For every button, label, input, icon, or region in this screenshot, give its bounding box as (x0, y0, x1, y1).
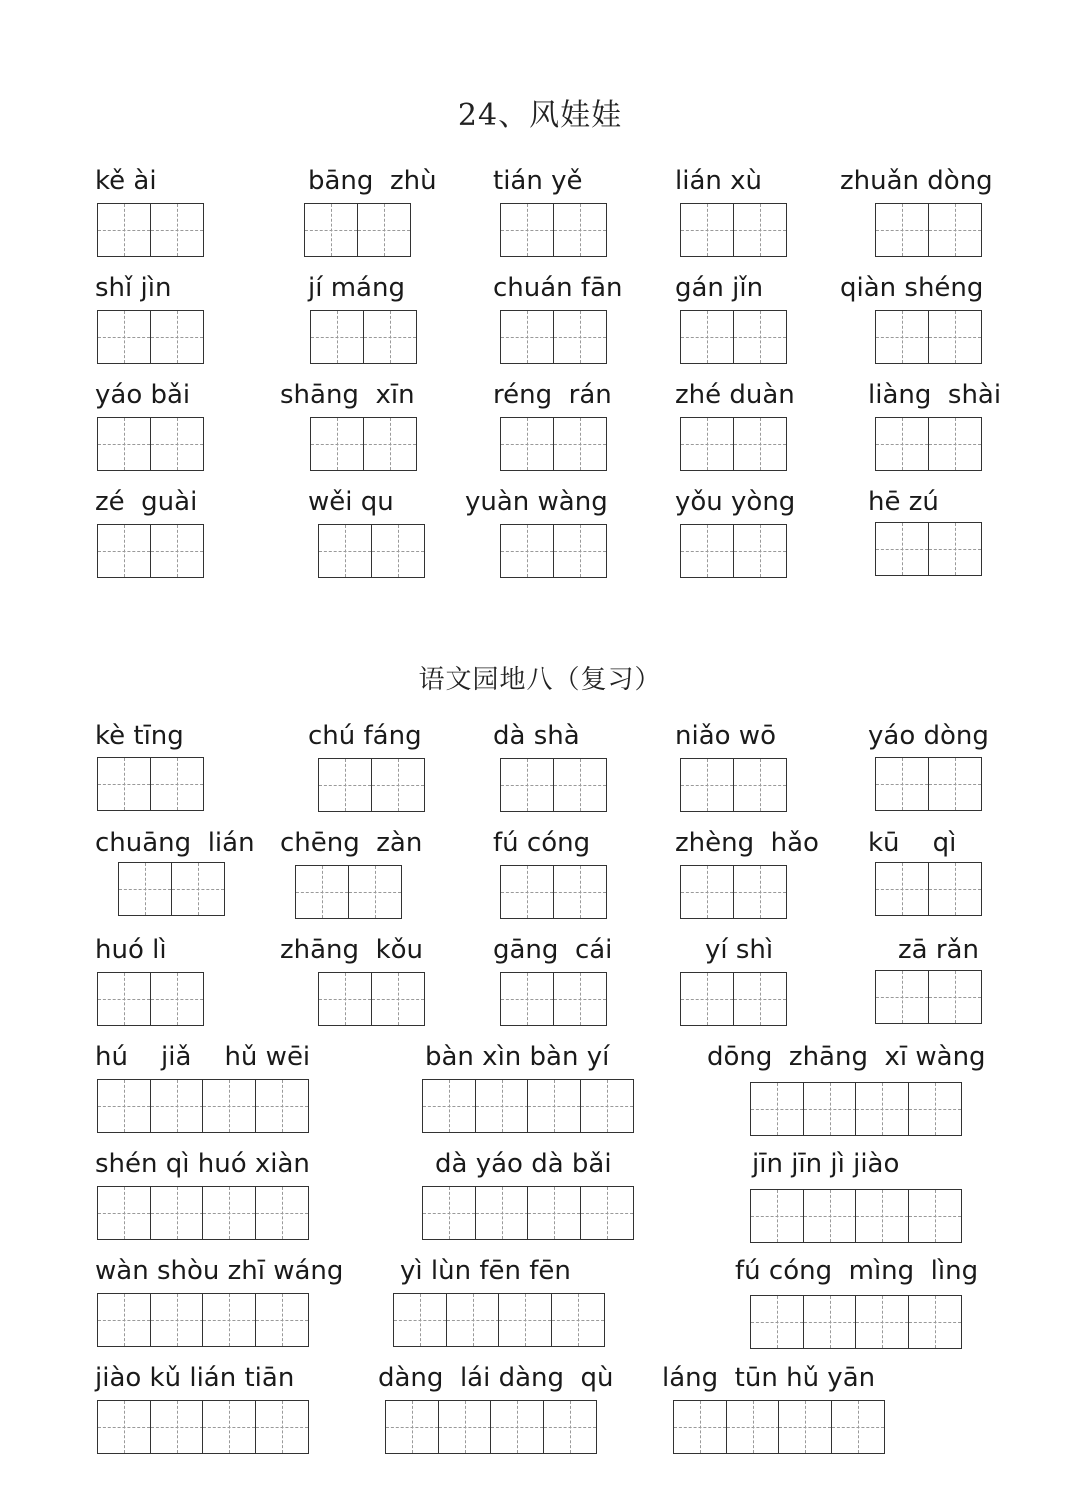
writing-grid[interactable] (97, 417, 202, 471)
tianzige-cell[interactable] (831, 1400, 885, 1454)
pinyin-label: jīn jīn jì jiào (752, 1149, 900, 1179)
writing-grid[interactable] (875, 203, 980, 257)
pinyin-label: zā rǎn (898, 935, 979, 965)
writing-grid[interactable] (97, 310, 202, 364)
writing-grid[interactable] (97, 1293, 307, 1347)
writing-grid[interactable] (680, 310, 785, 364)
pinyin-label: shén qì huó xiàn (95, 1149, 310, 1179)
writing-grid[interactable] (680, 417, 785, 471)
tianzige-cell[interactable] (500, 310, 554, 364)
tianzige-cell[interactable] (500, 203, 554, 257)
pinyin-label: zhāng kǒu (280, 935, 424, 965)
tianzige-cell[interactable] (255, 1079, 309, 1133)
tianzige-cell[interactable] (97, 310, 151, 364)
writing-grid[interactable] (875, 757, 980, 811)
tianzige-cell[interactable] (855, 1295, 909, 1349)
tianzige-cell[interactable] (118, 862, 172, 916)
tianzige-cell[interactable] (371, 972, 425, 1026)
section-title-lesson-24: 24、风娃娃 (457, 98, 623, 133)
pinyin-label: yáo bǎi (95, 380, 191, 410)
pinyin-label: kè tīng (95, 721, 184, 751)
pinyin-label: yí shì (705, 935, 774, 965)
tianzige-cell[interactable] (490, 1400, 544, 1454)
tianzige-cell[interactable] (150, 972, 204, 1026)
writing-grid[interactable] (295, 865, 400, 919)
pinyin-label: yǒu yòng (675, 487, 796, 517)
tianzige-cell[interactable] (928, 310, 982, 364)
tianzige-cell[interactable] (778, 1400, 832, 1454)
tianzige-cell[interactable] (875, 757, 929, 811)
writing-grid[interactable] (97, 757, 202, 811)
pinyin-label: réng rán (493, 380, 612, 410)
tianzige-cell[interactable] (295, 865, 349, 919)
writing-grid[interactable] (500, 203, 605, 257)
pinyin-label: hē zú (868, 487, 939, 517)
pinyin-label: yuàn wàng (465, 487, 608, 517)
writing-grid[interactable] (393, 1293, 603, 1347)
tianzige-cell[interactable] (150, 1400, 204, 1454)
writing-grid[interactable] (680, 758, 785, 812)
tianzige-cell[interactable] (553, 203, 607, 257)
pinyin-label: jiào kǔ lián tiān (95, 1363, 295, 1393)
tianzige-cell[interactable] (97, 1079, 151, 1133)
tianzige-cell[interactable] (750, 1295, 804, 1349)
writing-grid[interactable] (875, 862, 980, 916)
pinyin-label: láng tūn hǔ yān (662, 1363, 876, 1393)
writing-grid[interactable] (680, 203, 785, 257)
tianzige-cell[interactable] (422, 1186, 476, 1240)
writing-grid[interactable] (318, 972, 423, 1026)
tianzige-cell[interactable] (97, 1400, 151, 1454)
writing-grid[interactable] (750, 1189, 960, 1243)
writing-grid[interactable] (310, 417, 415, 471)
tianzige-cell[interactable] (673, 1400, 727, 1454)
tianzige-cell[interactable] (803, 1082, 857, 1136)
tianzige-cell[interactable] (875, 862, 929, 916)
tianzige-cell[interactable] (928, 757, 982, 811)
pinyin-label: shāng xīn (280, 380, 415, 410)
pinyin-label: qiàn shéng (840, 273, 984, 303)
tianzige-cell[interactable] (553, 865, 607, 919)
tianzige-cell[interactable] (150, 524, 204, 578)
tianzige-cell[interactable] (750, 1082, 804, 1136)
tianzige-cell[interactable] (97, 203, 151, 257)
pinyin-label: shǐ jìn (95, 273, 172, 303)
tianzige-cell[interactable] (553, 758, 607, 812)
tianzige-cell[interactable] (363, 417, 417, 471)
tianzige-cell[interactable] (855, 1082, 909, 1136)
tianzige-cell[interactable] (318, 972, 372, 1026)
writing-grid[interactable] (875, 417, 980, 471)
writing-grid[interactable] (500, 758, 605, 812)
tianzige-cell[interactable] (875, 310, 929, 364)
pinyin-label: wàn shòu zhī wáng (95, 1256, 344, 1286)
pinyin-label: fú cóng mìng lìng (735, 1256, 979, 1286)
tianzige-cell[interactable] (680, 310, 734, 364)
tianzige-cell[interactable] (475, 1186, 529, 1240)
pinyin-label: chuán fān (493, 273, 623, 303)
pinyin-label: chēng zàn (280, 828, 423, 858)
tianzige-cell[interactable] (553, 972, 607, 1026)
pinyin-label: dà yáo dà bǎi (435, 1149, 612, 1179)
pinyin-label: zé guài (95, 487, 198, 517)
pinyin-label: zhuǎn dòng (840, 166, 993, 196)
tianzige-cell[interactable] (422, 1079, 476, 1133)
writing-grid[interactable] (750, 1082, 960, 1136)
tianzige-cell[interactable] (928, 417, 982, 471)
tianzige-cell[interactable] (150, 417, 204, 471)
tianzige-cell[interactable] (908, 1295, 962, 1349)
tianzige-cell[interactable] (928, 970, 982, 1024)
tianzige-cell[interactable] (680, 524, 734, 578)
tianzige-cell[interactable] (553, 524, 607, 578)
writing-grid[interactable] (310, 310, 415, 364)
pinyin-label: yáo dòng (868, 721, 989, 751)
tianzige-cell[interactable] (580, 1186, 634, 1240)
pinyin-label: dōng zhāng xī wàng (707, 1042, 986, 1072)
section-title-review: 语文园地八（复习） (418, 665, 662, 695)
tianzige-cell[interactable] (733, 203, 787, 257)
tianzige-cell[interactable] (680, 203, 734, 257)
tianzige-cell[interactable] (202, 1293, 256, 1347)
tianzige-cell[interactable] (908, 1189, 962, 1243)
tianzige-cell[interactable] (202, 1079, 256, 1133)
pinyin-label: niǎo wō (675, 721, 776, 751)
writing-grid[interactable] (500, 972, 605, 1026)
tianzige-cell[interactable] (928, 522, 982, 576)
tianzige-cell[interactable] (150, 1079, 204, 1133)
tianzige-cell[interactable] (680, 758, 734, 812)
tianzige-cell[interactable] (385, 1400, 439, 1454)
tianzige-cell[interactable] (438, 1400, 492, 1454)
tianzige-cell[interactable] (97, 757, 151, 811)
pinyin-label: huó lì (95, 935, 167, 965)
pinyin-label: fú cóng (493, 828, 591, 858)
tianzige-cell[interactable] (553, 417, 607, 471)
tianzige-cell[interactable] (150, 1186, 204, 1240)
writing-grid[interactable] (318, 524, 423, 578)
writing-grid[interactable] (680, 972, 785, 1026)
tianzige-cell[interactable] (475, 1079, 529, 1133)
writing-grid[interactable] (97, 524, 202, 578)
tianzige-cell[interactable] (527, 1186, 581, 1240)
writing-grid[interactable] (500, 310, 605, 364)
tianzige-cell[interactable] (733, 524, 787, 578)
tianzige-cell[interactable] (202, 1186, 256, 1240)
tianzige-cell[interactable] (733, 417, 787, 471)
writing-grid[interactable] (97, 972, 202, 1026)
tianzige-cell[interactable] (875, 522, 929, 576)
writing-grid[interactable] (680, 865, 785, 919)
writing-grid[interactable] (750, 1295, 960, 1349)
tianzige-cell[interactable] (855, 1189, 909, 1243)
tianzige-cell[interactable] (97, 417, 151, 471)
tianzige-cell[interactable] (446, 1293, 500, 1347)
writing-grid[interactable] (97, 1186, 307, 1240)
pinyin-label: gán jǐn (675, 273, 764, 303)
pinyin-label: lián xù (675, 166, 762, 196)
tianzige-cell[interactable] (97, 972, 151, 1026)
writing-grid[interactable] (875, 970, 980, 1024)
pinyin-label: kě ài (95, 166, 157, 196)
tianzige-cell[interactable] (371, 758, 425, 812)
pinyin-label: wěi qu (308, 487, 394, 517)
tianzige-cell[interactable] (551, 1293, 605, 1347)
pinyin-label: gāng cái (493, 935, 613, 965)
tianzige-cell[interactable] (310, 417, 364, 471)
tianzige-cell[interactable] (733, 865, 787, 919)
writing-grid[interactable] (875, 310, 980, 364)
tianzige-cell[interactable] (500, 524, 554, 578)
tianzige-cell[interactable] (500, 865, 554, 919)
pinyin-label: kū qì (868, 828, 957, 858)
tianzige-cell[interactable] (543, 1400, 597, 1454)
tianzige-cell[interactable] (928, 862, 982, 916)
tianzige-cell[interactable] (97, 524, 151, 578)
tianzige-cell[interactable] (680, 865, 734, 919)
writing-grid[interactable] (318, 758, 423, 812)
tianzige-cell[interactable] (150, 203, 204, 257)
tianzige-cell[interactable] (875, 417, 929, 471)
tianzige-cell[interactable] (310, 310, 364, 364)
tianzige-cell[interactable] (255, 1186, 309, 1240)
tianzige-cell[interactable] (580, 1079, 634, 1133)
tianzige-cell[interactable] (527, 1079, 581, 1133)
pinyin-label: chú fáng (308, 721, 422, 751)
writing-grid[interactable] (118, 862, 223, 916)
tianzige-cell[interactable] (150, 310, 204, 364)
pinyin-label: dàng lái dàng qù (378, 1363, 614, 1393)
writing-grid[interactable] (422, 1186, 632, 1240)
pinyin-label: dà shà (493, 721, 580, 751)
tianzige-cell[interactable] (750, 1189, 804, 1243)
tianzige-cell[interactable] (733, 972, 787, 1026)
tianzige-cell[interactable] (363, 310, 417, 364)
tianzige-cell[interactable] (875, 970, 929, 1024)
tianzige-cell[interactable] (255, 1293, 309, 1347)
tianzige-cell[interactable] (680, 417, 734, 471)
pinyin-label: liàng shài (868, 380, 1002, 410)
pinyin-label: jí máng (308, 273, 405, 303)
pinyin-label: bāng zhù (308, 166, 437, 196)
writing-grid[interactable] (385, 1400, 595, 1454)
tianzige-cell[interactable] (498, 1293, 552, 1347)
tianzige-cell[interactable] (371, 524, 425, 578)
tianzige-cell[interactable] (803, 1295, 857, 1349)
tianzige-cell[interactable] (726, 1400, 780, 1454)
tianzige-cell[interactable] (97, 1293, 151, 1347)
pinyin-label: bàn xìn bàn yí (425, 1042, 610, 1072)
tianzige-cell[interactable] (500, 972, 554, 1026)
writing-grid[interactable] (422, 1079, 632, 1133)
tianzige-cell[interactable] (500, 758, 554, 812)
writing-grid[interactable] (500, 865, 605, 919)
tianzige-cell[interactable] (733, 310, 787, 364)
tianzige-cell[interactable] (304, 203, 358, 257)
pinyin-label: hú jiǎ hǔ wēi (95, 1042, 311, 1072)
writing-grid[interactable] (304, 203, 409, 257)
pinyin-label: zhèng hǎo (675, 828, 819, 858)
tianzige-cell[interactable] (803, 1189, 857, 1243)
tianzige-cell[interactable] (500, 417, 554, 471)
writing-grid[interactable] (500, 417, 605, 471)
tianzige-cell[interactable] (553, 310, 607, 364)
tianzige-cell[interactable] (318, 524, 372, 578)
tianzige-cell[interactable] (908, 1082, 962, 1136)
tianzige-cell[interactable] (357, 203, 411, 257)
writing-grid[interactable] (500, 524, 605, 578)
tianzige-cell[interactable] (348, 865, 402, 919)
pinyin-label: yì lùn fēn fēn (400, 1256, 571, 1286)
writing-grid[interactable] (875, 522, 980, 576)
pinyin-label: tián yě (493, 166, 583, 196)
tianzige-cell[interactable] (928, 203, 982, 257)
tianzige-cell[interactable] (318, 758, 372, 812)
writing-grid[interactable] (680, 524, 785, 578)
tianzige-cell[interactable] (255, 1400, 309, 1454)
tianzige-cell[interactable] (171, 862, 225, 916)
writing-grid[interactable] (97, 1079, 307, 1133)
writing-grid[interactable] (97, 1400, 307, 1454)
writing-grid[interactable] (673, 1400, 883, 1454)
tianzige-cell[interactable] (97, 1186, 151, 1240)
tianzige-cell[interactable] (150, 1293, 204, 1347)
tianzige-cell[interactable] (875, 203, 929, 257)
tianzige-cell[interactable] (733, 758, 787, 812)
tianzige-cell[interactable] (680, 972, 734, 1026)
tianzige-cell[interactable] (202, 1400, 256, 1454)
tianzige-cell[interactable] (393, 1293, 447, 1347)
writing-grid[interactable] (97, 203, 202, 257)
pinyin-label: zhé duàn (675, 380, 795, 410)
tianzige-cell[interactable] (150, 757, 204, 811)
pinyin-label: chuāng lián (95, 828, 255, 858)
